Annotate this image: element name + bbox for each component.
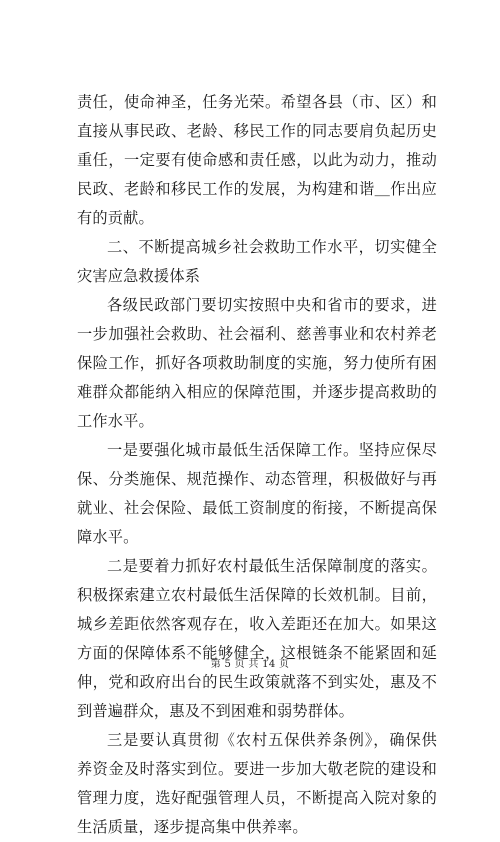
paragraph-3: 一是要强化城市最低生活保障工作。坚持应保尽保、分类施保、规范操作、动态管理，积极做好与再就业、社会保险、最低工资制度的衔接，不断提高保障水平。 <box>77 441 437 546</box>
section-heading: 二、不断提高城乡社会救助工作水平，切实健全灾害应急救援体系 <box>77 238 437 285</box>
paragraph-4: 二是要着力抓好农村最低生活保障制度的落实。积极探索建立农村最低生活保障的长效机制。目前，城乡差距依然客观存在，收入差距还在加大。如果这方面的保障体系不能够健全，这根链条不能紧固和延伸，党和政府出台的民生政策就落不到实处，惠及不到普遍群众，惠及不到困难和弱势群体。 <box>77 557 437 720</box>
document-body <box>77 88 437 842</box>
paragraph-1: 责任，使命神圣，任务光荣。希望各县（市、区）和直接从事民政、老龄、移民工作的同志要肩负起历史重任，一定要有使命感和责任感，以此为动力，推动民政、老龄和移民工作的发展，为构建和谐＿作出应有的贡献。 <box>77 93 437 227</box>
paragraph-2: 各级民政部门要切实按照中央和省市的要求，进一步加强社会救助、社会福利、慈善事业和农村养老保险工作，抓好各项救助制度的实施，努力使所有困难群众都能纳入相应的保障范围，并逐步提高救助的工作水平。 <box>77 296 437 430</box>
paragraph-5: 三是要认真贯彻《农村五保供养条例》，确保供养资金及时落实到位。要进一步加大敬老院的建设和管理力度，选好配强管理人员，不断提高入院对象的生活质量，逐步提高集中供养率。 <box>77 731 437 836</box>
page-number-footer: 第 5 页 共 14 页 <box>210 659 290 670</box>
